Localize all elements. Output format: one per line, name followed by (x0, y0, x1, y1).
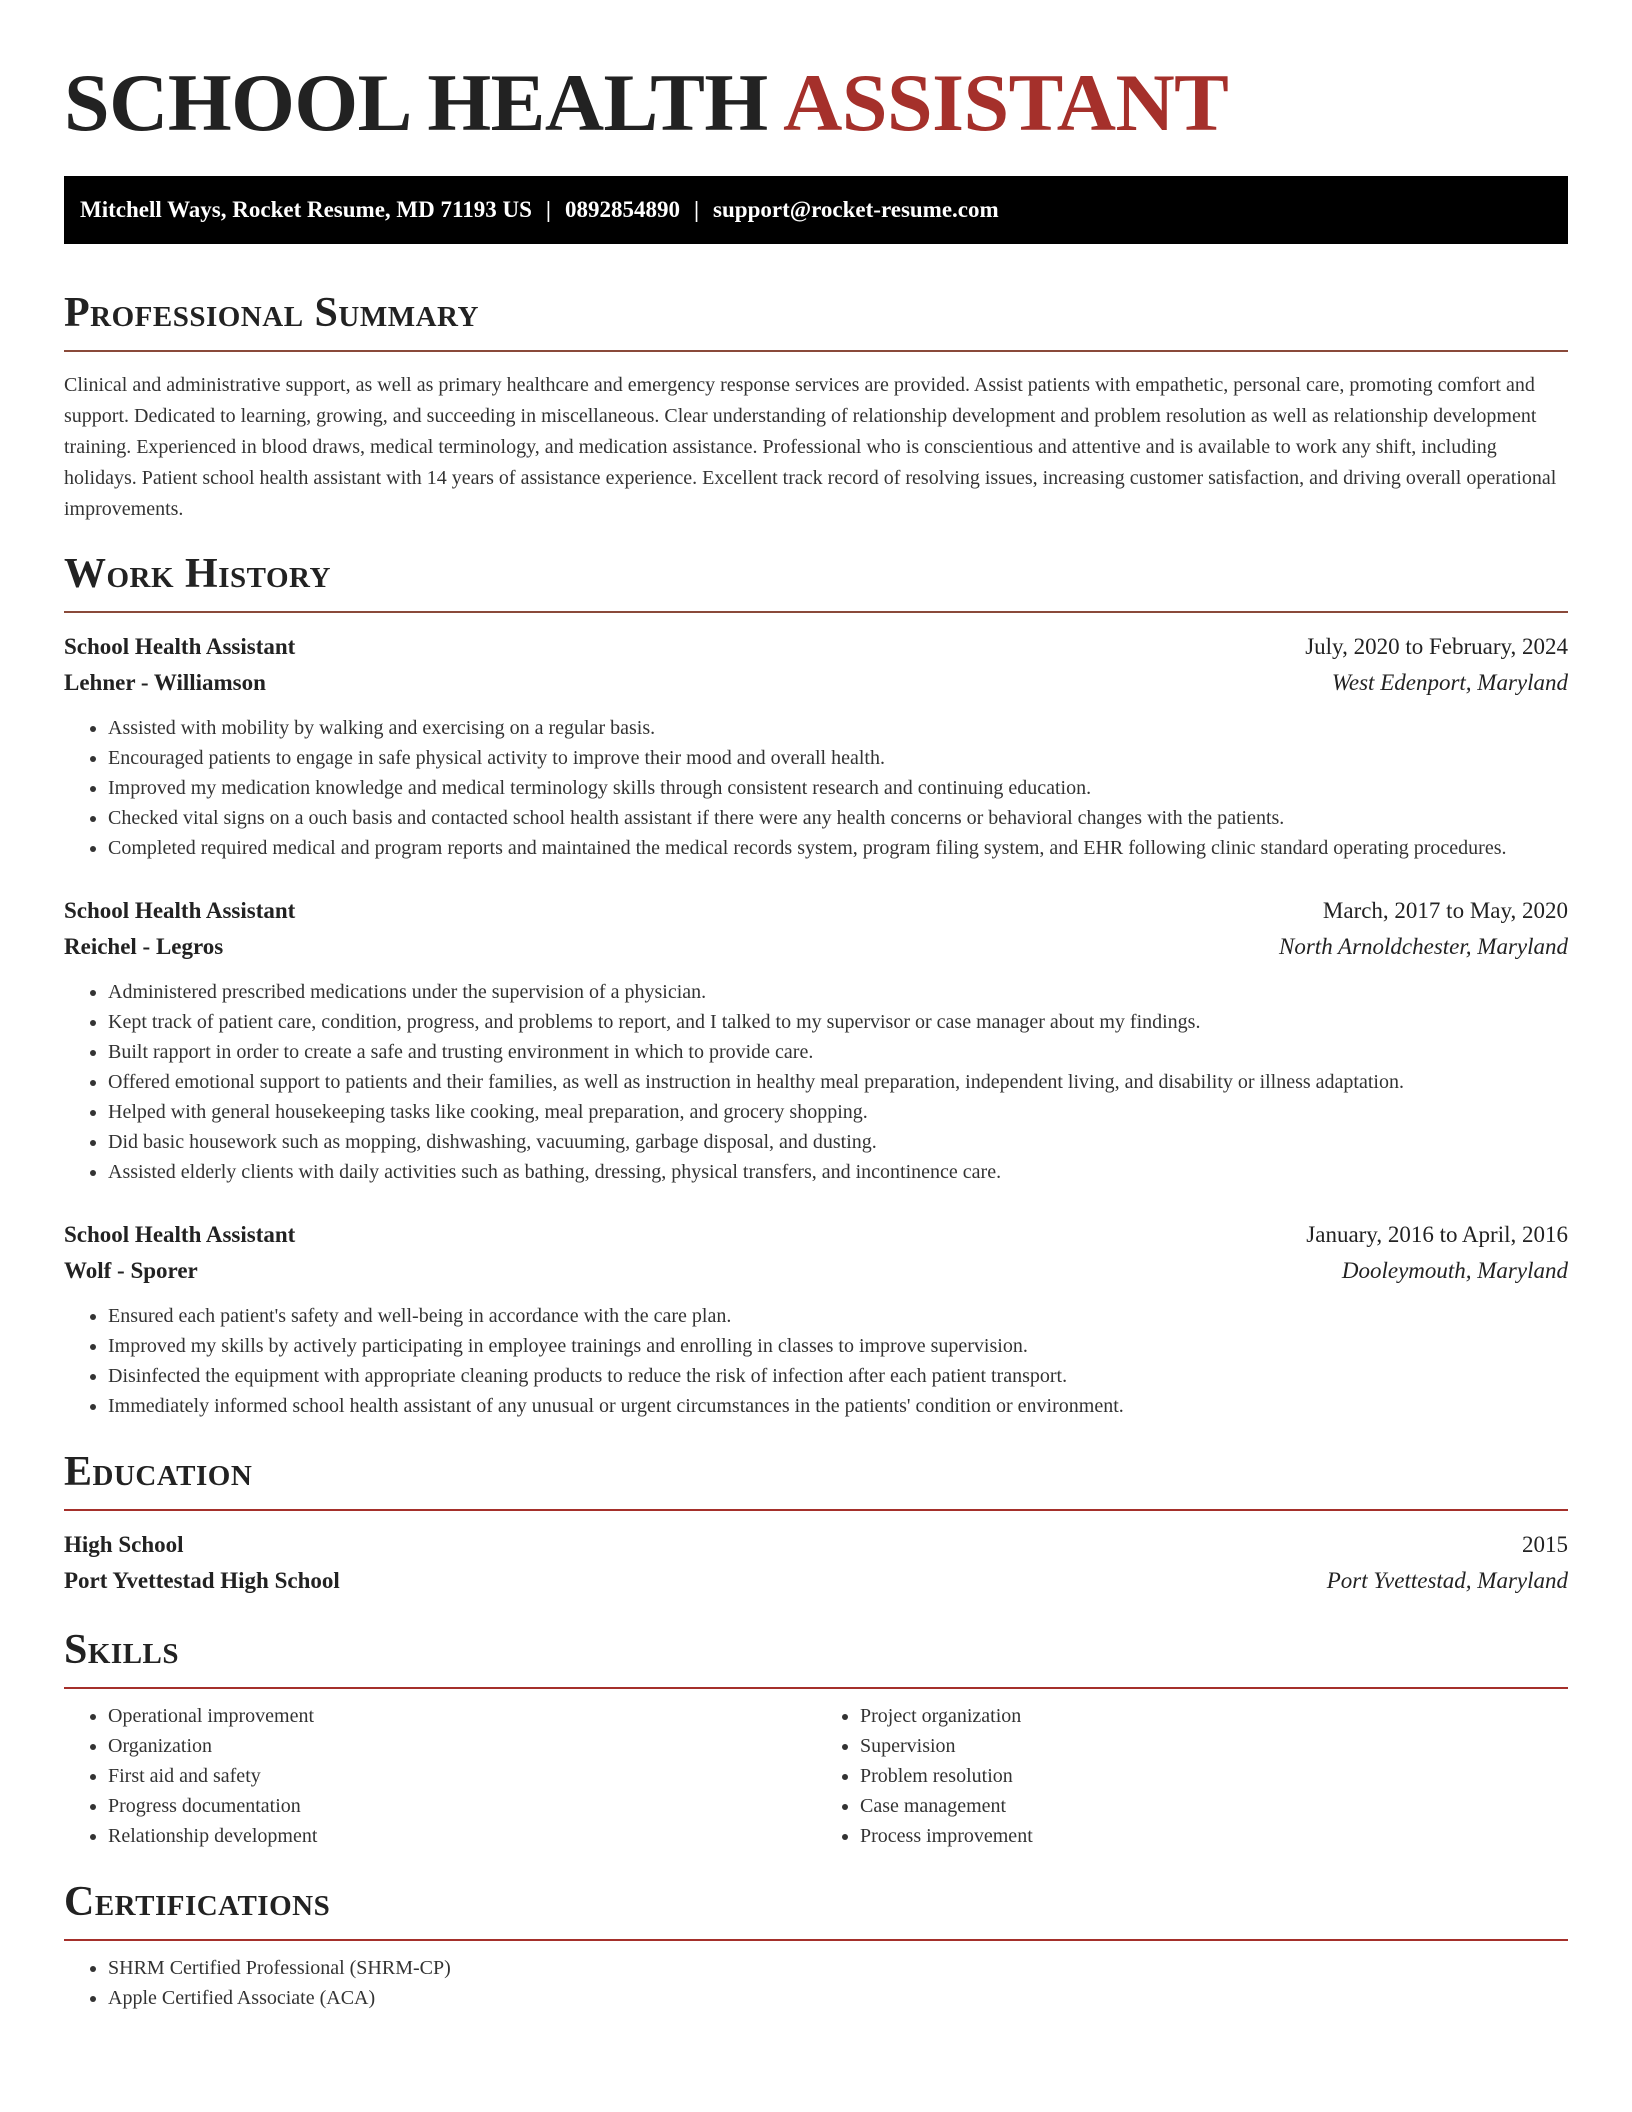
job-dates: January, 2016 to April, 2016 (1306, 1222, 1568, 1247)
list-item: • Operational improvement (108, 1701, 816, 1731)
job-header-row (64, 893, 1568, 929)
job-location: West Edenport, Maryland (1331, 670, 1568, 695)
contact-phone[interactable]: 0892854890 (564, 197, 680, 222)
section-divider (64, 1939, 1568, 1941)
list-item: • Helped with general housekeeping tasks like cooking, meal preparation, and grocery shopping. (108, 1097, 1568, 1127)
title-main: SCHOOL HEALTH (64, 57, 768, 148)
certifications-list (64, 1953, 1568, 2013)
education-section (64, 1447, 1568, 1599)
job-company: Wolf - Sporer (64, 1258, 198, 1283)
summary-heading: Professional Summary (64, 290, 479, 336)
job-header-row (64, 1217, 1568, 1253)
certifications-heading: Certifications (64, 1879, 331, 1925)
list-item: • Ensured each patient's safety and well-being in accordance with the care plan. (108, 1301, 1568, 1331)
list-item: • Organization (108, 1731, 816, 1761)
list-item: • Immediately informed school health assistant of any unusual or urgent circumstances in the patients' condition or environment. (108, 1391, 1568, 1421)
job-title: School Health Assistant (64, 898, 296, 923)
list-item: • Apple Certified Associate (ACA) (108, 1983, 1568, 2013)
job-header-row (64, 629, 1568, 665)
education-degree: High School (64, 1532, 184, 1557)
skills-heading: Skills (64, 1627, 180, 1673)
section-divider (64, 350, 1568, 352)
list-item: • Administered prescribed medications under the supervision of a physician. (108, 977, 1568, 1007)
list-item: • Process improvement (860, 1821, 1568, 1851)
list-item: • Improved my medication knowledge and medical terminology skills through consistent research and continuing education. (108, 773, 1568, 803)
list-item: • Built rapport in order to create a safe and trusting environment in which to provide care. (108, 1037, 1568, 1067)
list-item: • Checked vital signs on a ouch basis and contacted school health assistant if there were any health concerns or behavioral changes with the patients. (108, 803, 1568, 833)
list-item: • Disinfected the equipment with appropriate cleaning products to reduce the risk of infection after each patient transport. (108, 1361, 1568, 1391)
skills-list-left (64, 1701, 816, 1851)
list-item: • Offered emotional support to patients and their families, as well as instruction in healthy meal preparation, independent living, and disability or illness adaptation. (108, 1067, 1568, 1097)
list-item: • Progress documentation (108, 1791, 816, 1821)
list-item: • Completed required medical and program reports and maintained the medical records system, program filing system, and EHR following clinic standard operating procedures. (108, 833, 1568, 863)
resume-title (64, 0, 1568, 148)
summary-section (64, 288, 1568, 525)
certifications-section (64, 1877, 1568, 2013)
education-school: Port Yvettestad High School (64, 1568, 340, 1593)
contact-address: Mitchell Ways, Rocket Resume, MD 71193 US (80, 197, 532, 222)
job-company: Lehner - Williamson (64, 670, 266, 695)
job-location: North Arnoldchester, Maryland (1279, 934, 1568, 959)
list-item: • Assisted elderly clients with daily activities such as bathing, dressing, physical transfers, and incontinence care. (108, 1157, 1568, 1187)
summary-text: Clinical and administrative support, as well as primary healthcare and emergency response services are provided. Assist patients with empathetic, personal care, promoting comfort and support. Dedicated to learning, growing, and succeeding in miscellaneous. Clear understanding of relationship development and problem resolution as well as relationship development training. Experienced in blood draws, medical terminology, and medication assistance. Professional who is conscientious and attentive and is available to work any shift, including holidays. Patient school health assistant with 14 years of assistance experience. Excellent track record of resolving issues, increasing customer satisfaction, and driving overall operational improvements. (64, 374, 1557, 520)
job-company: Reichel - Legros (64, 934, 224, 959)
education-school-row (64, 1563, 1568, 1599)
skills-list-right (816, 1701, 1568, 1851)
education-heading: Education (64, 1449, 253, 1495)
contact-separator: | (693, 197, 700, 222)
job-dates: July, 2020 to February, 2024 (1305, 634, 1568, 659)
education-header-row (64, 1527, 1568, 1563)
education-entry (64, 1527, 1568, 1599)
job-title: School Health Assistant (64, 1222, 296, 1247)
education-year: 2015 (1522, 1532, 1568, 1557)
section-divider (64, 1509, 1568, 1511)
list-item: • Problem resolution (860, 1761, 1568, 1791)
job-duties-list (64, 977, 1568, 1187)
list-item: • Encouraged patients to engage in safe physical activity to improve their mood and overall health. (108, 743, 1568, 773)
list-item: • Kept track of patient care, condition, progress, and problems to report, and I talked to my supervisor or case manager about my findings. (108, 1007, 1568, 1037)
list-item: • Assisted with mobility by walking and exercising on a regular basis. (108, 713, 1568, 743)
contact-separator: | (545, 197, 551, 222)
job-location: Dooleymouth, Maryland (1341, 1258, 1568, 1283)
skills-grid (64, 1689, 1568, 1851)
skills-section (64, 1625, 1568, 1851)
contact-email[interactable]: support@rocket-resume.com (713, 197, 999, 222)
list-item: • Case management (860, 1791, 1568, 1821)
work-history-heading: Work History (64, 551, 331, 597)
education-location: Port Yvettestad, Maryland (1326, 1568, 1568, 1593)
list-item: • Supervision (860, 1731, 1568, 1761)
job-entry (64, 893, 1568, 1187)
job-company-row (64, 1253, 1568, 1289)
list-item: • Project organization (860, 1701, 1568, 1731)
list-item: • Did basic housework such as mopping, dishwashing, vacuuming, garbage disposal, and dusting. (108, 1127, 1568, 1157)
job-entry (64, 629, 1568, 863)
contact-bar (64, 176, 1568, 244)
title-accent: ASSISTANT (783, 57, 1229, 148)
list-item: • Relationship development (108, 1821, 816, 1851)
list-item: • SHRM Certified Professional (SHRM-CP) (108, 1953, 1568, 1983)
job-entry (64, 1217, 1568, 1421)
list-item: • First aid and safety (108, 1761, 816, 1791)
job-duties-list (64, 713, 1568, 863)
job-company-row (64, 929, 1568, 965)
list-item: • Improved my skills by actively participating in employee trainings and enrolling in classes to improve supervision. (108, 1331, 1568, 1361)
job-title: School Health Assistant (64, 634, 296, 659)
job-company-row (64, 665, 1568, 701)
job-duties-list (64, 1301, 1568, 1421)
section-divider (64, 611, 1568, 613)
job-dates: March, 2017 to May, 2020 (1322, 898, 1568, 923)
work-history-section (64, 549, 1568, 1421)
